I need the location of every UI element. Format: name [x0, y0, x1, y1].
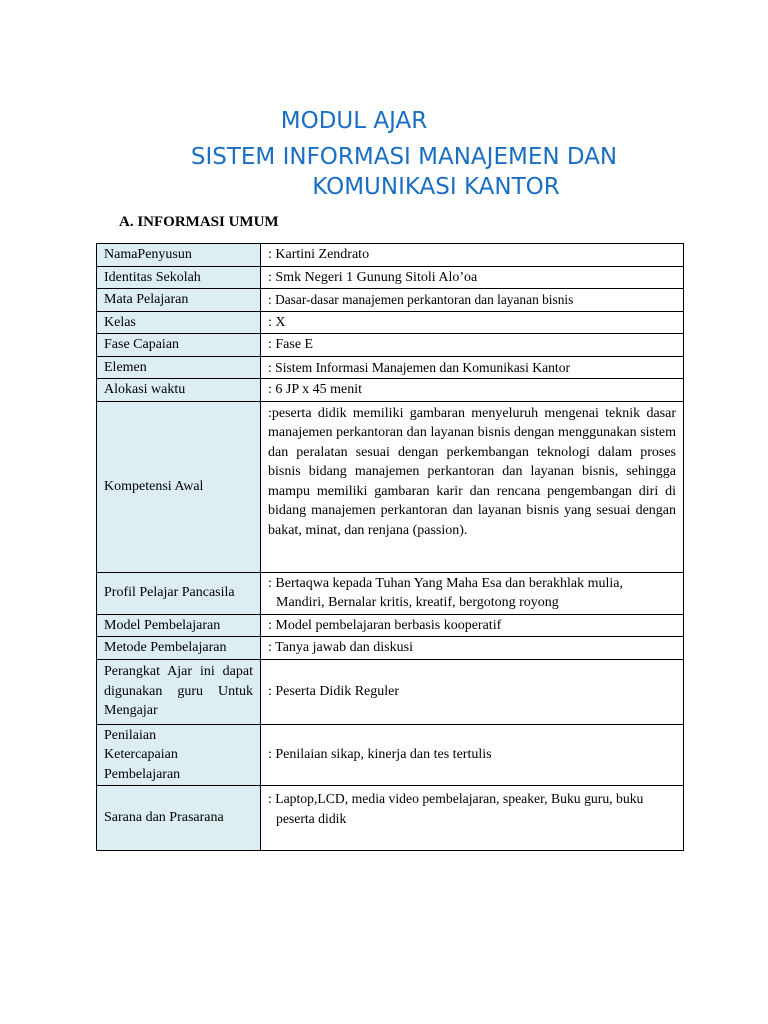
- table-row: [97, 724, 684, 786]
- table-row: [97, 244, 684, 267]
- doc-subtitle-line2: KOMUNIKASI KANTOR: [312, 174, 560, 200]
- row-value: : Sistem Informasi Manajemen dan Komunikasi Kantor: [261, 356, 684, 379]
- row-label: Identitas Sekolah: [97, 266, 261, 289]
- row-value: : Tanya jawab dan diskusi: [261, 637, 684, 660]
- row-label: Model Pembelajaran: [97, 614, 261, 637]
- table-row: [97, 614, 684, 637]
- section-heading-a: A. INFORMASI UMUM: [119, 214, 279, 230]
- table-row: [97, 289, 684, 312]
- row-value-line: : Bertaqwa kepada Tuhan Yang Maha Esa dan berakhlak mulia,: [268, 575, 623, 591]
- table-row: [97, 786, 684, 851]
- table-row: [97, 401, 684, 572]
- table-row: [97, 572, 684, 614]
- row-label: NamaPenyusun: [97, 244, 261, 267]
- table-row: [97, 266, 684, 289]
- row-value-line: : Laptop,LCD, media video pembelajaran, speaker, Buku guru, buku: [268, 791, 644, 806]
- row-value: [261, 572, 684, 614]
- doc-subtitle-line1: SISTEM INFORMASI MANAJEMEN DAN: [190, 144, 618, 170]
- row-label: Kelas: [97, 311, 261, 334]
- row-value-line: peserta didik: [276, 810, 347, 826]
- row-label-line: Pembelajaran: [104, 766, 181, 782]
- row-label-line: Penilaian: [104, 727, 157, 743]
- row-value: : X: [261, 311, 684, 334]
- row-value: :peserta didik memiliki gambaran menyeluruh mengenai teknik dasar manajemen perkantoran dan layanan bisnis dengan menggunakan sistem dan peralatan sesuai dengan perkembangan teknologi dalam proses bisnis bidang manajemen perkantoran dan layanan bisnis, sehingga mampu memiliki gambaran karir dan rencana pengembangan diri di bidang manajemen perkantoran dan layanan bisnis yang sesuai dengan bakat, minat, dan renjana (passion).: [261, 401, 684, 572]
- row-label: Mata Pelajaran: [97, 289, 261, 312]
- table-row: [97, 659, 684, 724]
- row-label: Sarana dan Prasarana: [97, 786, 261, 851]
- doc-title: MODUL AJAR: [280, 108, 428, 134]
- row-value: : Peserta Didik Reguler: [261, 659, 684, 724]
- table-row: [97, 637, 684, 660]
- row-label: Profil Pelajar Pancasila: [97, 572, 261, 614]
- row-label: Elemen: [97, 356, 261, 379]
- row-label-line: Ketercapaian: [104, 747, 178, 762]
- row-label: Metode Pembelajaran: [97, 637, 261, 660]
- table-row: [97, 356, 684, 379]
- row-value: : Smk Negeri 1 Gunung Sitoli Alo’oa: [261, 266, 684, 289]
- row-value: : Model pembelajaran berbasis kooperatif: [261, 614, 684, 637]
- row-label: Fase Capaian: [97, 334, 261, 357]
- row-label: Perangkat Ajar ini dapat digunakan guru Untuk Mengajar: [97, 659, 261, 724]
- table-row: [97, 334, 684, 357]
- table-row: [97, 379, 684, 402]
- row-label: [97, 724, 261, 786]
- table-row: [97, 311, 684, 334]
- row-value: : 6 JP x 45 menit: [261, 379, 684, 402]
- row-label: Alokasi waktu: [97, 379, 261, 402]
- row-value: : Dasar-dasar manajemen perkantoran dan layanan bisnis: [261, 289, 684, 312]
- row-value: : Penilaian sikap, kinerja dan tes tertulis: [261, 724, 684, 786]
- row-value-line: Mandiri, Bernalar kritis, kreatif, bergotong royong: [276, 595, 559, 610]
- row-value: : Kartini Zendrato: [261, 244, 684, 267]
- info-table: [96, 243, 684, 851]
- row-value: : Fase E: [261, 334, 684, 357]
- row-value: [261, 786, 684, 851]
- row-label: Kompetensi Awal: [97, 401, 261, 572]
